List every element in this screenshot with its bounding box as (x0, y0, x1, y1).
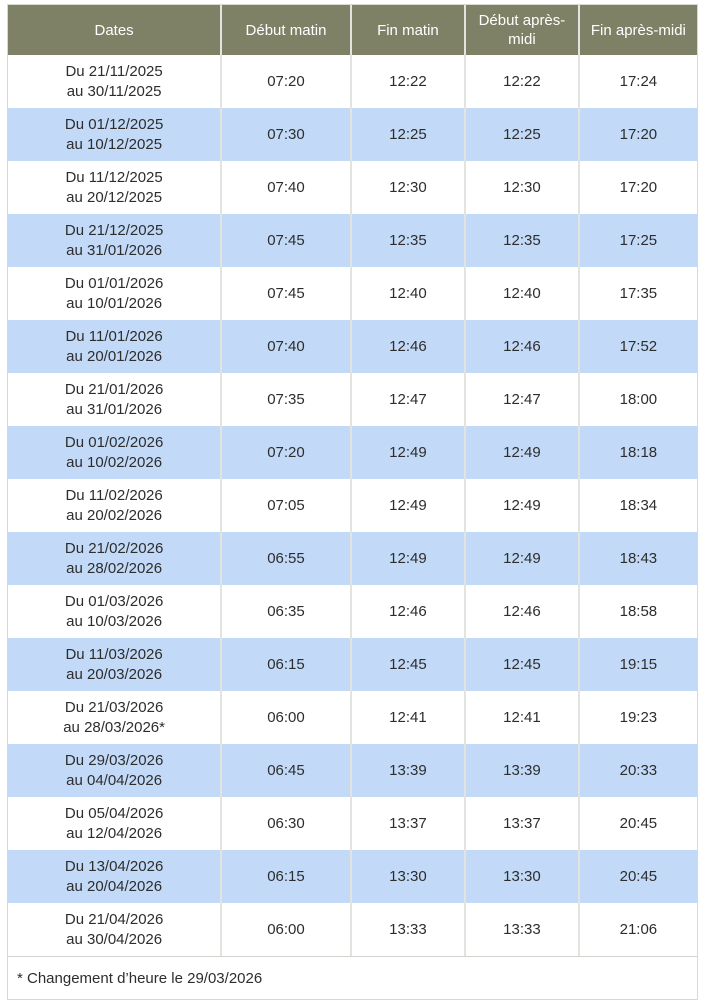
period-start: Du 21/01/2026 (64, 380, 164, 398)
fin-apres-midi-cell: 21:06 (578, 903, 697, 956)
fin-matin-cell: 12:45 (350, 638, 464, 691)
period-start: Du 21/04/2026 (64, 910, 164, 928)
period-start: Du 01/02/2026 (64, 433, 164, 451)
fin-matin-cell: 12:46 (350, 320, 464, 373)
period-start: Du 01/03/2026 (64, 592, 164, 610)
debut-matin-cell: 07:45 (220, 214, 350, 267)
table-row (8, 585, 697, 638)
fin-matin-cell: 12:35 (350, 214, 464, 267)
table-body (8, 55, 697, 956)
table-row (8, 903, 697, 956)
debut-apres-midi-cell: 13:39 (464, 744, 578, 797)
schedule-table-container (7, 4, 698, 1000)
fin-apres-midi-cell: 17:20 (578, 161, 697, 214)
debut-apres-midi-cell: 12:47 (464, 373, 578, 426)
debut-apres-midi-cell: 13:33 (464, 903, 578, 956)
fin-matin-cell: 13:33 (350, 903, 464, 956)
fin-apres-midi-cell: 19:23 (578, 691, 697, 744)
debut-apres-midi-cell: 12:46 (464, 320, 578, 373)
table-footer (8, 956, 697, 999)
fin-apres-midi-cell: 20:45 (578, 850, 697, 903)
debut-matin-cell: 06:30 (220, 797, 350, 850)
table-row (8, 320, 697, 373)
period-start: Du 05/04/2026 (64, 804, 164, 822)
debut-apres-midi-cell: 12:49 (464, 426, 578, 479)
fin-matin-cell: 13:37 (350, 797, 464, 850)
debut-apres-midi-cell: 12:40 (464, 267, 578, 320)
period-cell (8, 585, 220, 638)
table-header (8, 5, 697, 55)
period-start: Du 21/12/2025 (64, 221, 164, 239)
period-end: au 20/03/2026 (66, 665, 163, 683)
debut-matin-cell: 06:15 (220, 850, 350, 903)
schedule-table (8, 5, 697, 999)
fin-matin-cell: 13:39 (350, 744, 464, 797)
fin-matin-cell: 12:49 (350, 479, 464, 532)
period-start: Du 13/04/2026 (64, 857, 164, 875)
period-end: au 31/01/2026 (66, 241, 163, 259)
fin-matin-cell: 12:25 (350, 108, 464, 161)
col-header-fin-apres-midi: Fin après-midi (578, 5, 697, 55)
fin-matin-cell: 12:49 (350, 532, 464, 585)
period-end: au 30/04/2026 (66, 930, 163, 948)
fin-apres-midi-cell: 17:20 (578, 108, 697, 161)
period-cell (8, 214, 220, 267)
debut-matin-cell: 07:20 (220, 55, 350, 108)
period-cell (8, 267, 220, 320)
debut-matin-cell: 07:40 (220, 320, 350, 373)
header-row (8, 5, 697, 55)
fin-matin-cell: 12:22 (350, 55, 464, 108)
fin-apres-midi-cell: 17:25 (578, 214, 697, 267)
table-row (8, 108, 697, 161)
debut-apres-midi-cell: 12:41 (464, 691, 578, 744)
period-cell (8, 55, 220, 108)
table-row (8, 850, 697, 903)
table-row (8, 55, 697, 108)
fin-matin-cell: 12:49 (350, 426, 464, 479)
table-row (8, 267, 697, 320)
period-cell (8, 903, 220, 956)
debut-apres-midi-cell: 12:45 (464, 638, 578, 691)
debut-apres-midi-cell: 12:30 (464, 161, 578, 214)
table-row (8, 214, 697, 267)
period-end: au 04/04/2026 (66, 771, 163, 789)
period-cell (8, 108, 220, 161)
debut-matin-cell: 06:15 (220, 638, 350, 691)
period-cell (8, 797, 220, 850)
col-header-dates: Dates (8, 5, 220, 55)
footnote-row (8, 956, 697, 999)
debut-apres-midi-cell: 12:49 (464, 479, 578, 532)
fin-apres-midi-cell: 18:43 (578, 532, 697, 585)
period-start: Du 21/03/2026 (64, 698, 164, 716)
period-start: Du 21/11/2025 (65, 62, 163, 80)
debut-apres-midi-cell: 12:49 (464, 532, 578, 585)
fin-matin-cell: 12:46 (350, 585, 464, 638)
period-end: au 20/04/2026 (66, 877, 163, 895)
debut-apres-midi-cell: 13:37 (464, 797, 578, 850)
debut-matin-cell: 07:30 (220, 108, 350, 161)
debut-matin-cell: 06:45 (220, 744, 350, 797)
debut-matin-cell: 06:00 (220, 691, 350, 744)
period-start: Du 01/01/2026 (64, 274, 164, 292)
period-start: Du 29/03/2026 (64, 751, 164, 769)
col-header-debut-apres-midi: Début après-midi (464, 5, 578, 55)
debut-matin-cell: 07:35 (220, 373, 350, 426)
period-start: Du 11/12/2025 (65, 168, 163, 186)
fin-apres-midi-cell: 17:52 (578, 320, 697, 373)
fin-apres-midi-cell: 19:15 (578, 638, 697, 691)
fin-apres-midi-cell: 17:35 (578, 267, 697, 320)
debut-apres-midi-cell: 12:22 (464, 55, 578, 108)
period-end: au 28/03/2026* (63, 718, 165, 736)
period-start: Du 11/01/2026 (65, 327, 163, 345)
fin-apres-midi-cell: 20:33 (578, 744, 697, 797)
period-end: au 20/01/2026 (66, 347, 163, 365)
period-cell (8, 426, 220, 479)
table-row (8, 161, 697, 214)
table-row (8, 744, 697, 797)
period-end: au 10/12/2025 (66, 135, 163, 153)
period-cell (8, 638, 220, 691)
footnote: * Changement d’heure le 29/03/2026 (8, 956, 697, 999)
period-cell (8, 161, 220, 214)
fin-apres-midi-cell: 18:00 (578, 373, 697, 426)
col-header-debut-matin: Début matin (220, 5, 350, 55)
period-cell (8, 373, 220, 426)
period-end: au 10/02/2026 (66, 453, 163, 471)
table-row (8, 638, 697, 691)
table-row (8, 479, 697, 532)
period-start: Du 01/12/2025 (64, 115, 164, 133)
period-end: au 30/11/2025 (66, 82, 162, 100)
debut-matin-cell: 06:55 (220, 532, 350, 585)
table-row (8, 797, 697, 850)
period-cell (8, 532, 220, 585)
period-cell (8, 744, 220, 797)
debut-matin-cell: 07:40 (220, 161, 350, 214)
debut-matin-cell: 07:05 (220, 479, 350, 532)
period-end: au 31/01/2026 (66, 400, 163, 418)
fin-matin-cell: 12:41 (350, 691, 464, 744)
period-end: au 20/12/2025 (66, 188, 163, 206)
fin-apres-midi-cell: 18:34 (578, 479, 697, 532)
table-row (8, 532, 697, 585)
period-end: au 12/04/2026 (66, 824, 163, 842)
debut-matin-cell: 06:00 (220, 903, 350, 956)
fin-matin-cell: 12:30 (350, 161, 464, 214)
debut-apres-midi-cell: 12:35 (464, 214, 578, 267)
period-cell (8, 479, 220, 532)
table-row (8, 373, 697, 426)
debut-matin-cell: 07:45 (220, 267, 350, 320)
period-cell (8, 850, 220, 903)
debut-apres-midi-cell: 12:25 (464, 108, 578, 161)
debut-matin-cell: 06:35 (220, 585, 350, 638)
period-cell (8, 320, 220, 373)
period-end: au 28/02/2026 (66, 559, 163, 577)
period-cell (8, 691, 220, 744)
debut-apres-midi-cell: 12:46 (464, 585, 578, 638)
fin-matin-cell: 12:40 (350, 267, 464, 320)
table-row (8, 426, 697, 479)
table-row (8, 691, 697, 744)
fin-apres-midi-cell: 18:18 (578, 426, 697, 479)
period-end: au 20/02/2026 (66, 506, 163, 524)
period-end: au 10/03/2026 (66, 612, 163, 630)
col-header-fin-matin: Fin matin (350, 5, 464, 55)
period-end: au 10/01/2026 (66, 294, 163, 312)
debut-apres-midi-cell: 13:30 (464, 850, 578, 903)
period-start: Du 21/02/2026 (64, 539, 164, 557)
period-start: Du 11/02/2026 (65, 486, 163, 504)
fin-matin-cell: 12:47 (350, 373, 464, 426)
fin-matin-cell: 13:30 (350, 850, 464, 903)
fin-apres-midi-cell: 17:24 (578, 55, 697, 108)
fin-apres-midi-cell: 18:58 (578, 585, 697, 638)
period-start: Du 11/03/2026 (65, 645, 163, 663)
debut-matin-cell: 07:20 (220, 426, 350, 479)
fin-apres-midi-cell: 20:45 (578, 797, 697, 850)
